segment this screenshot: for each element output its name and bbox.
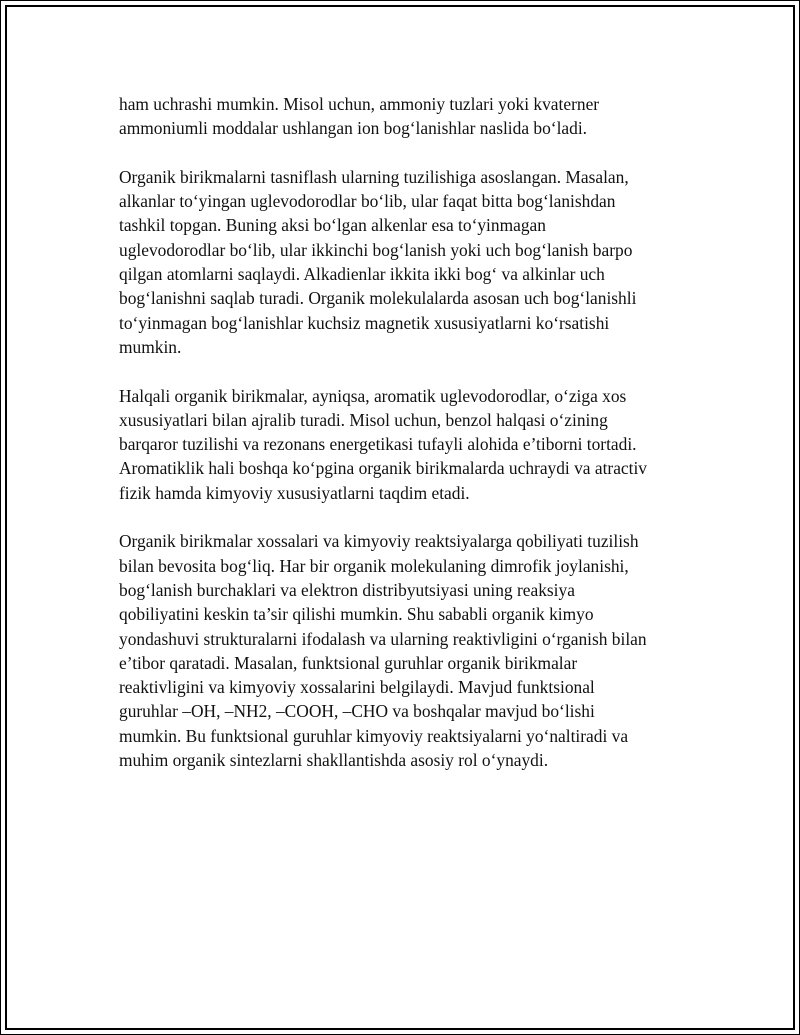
paragraph: Halqali organik birikmalar, ayniqsa, aromatik uglevodorodlar, o‘ziga xos xususiyatlari bilan ajralib turadi. Misol uchun, benzol halqasi o‘zining barqaror tuzilishi va rezonans energetikasi tufayli alohida e’tiborni tortadi. Aromatiklik hali boshqa ko‘pgina organik birikmalarda uchraydi va atractiv fizik hamda kimyoviy xususiyatlarni taqdim etadi. (119, 385, 648, 503)
paragraph: ham uchrashi mumkin. Misol uchun, ammoniy tuzlari yoki kvaterner ammoniumli moddalar ushlangan ion bog‘lanishlar naslida bo‘ladi. (119, 94, 600, 139)
document-body (119, 92, 689, 797)
paragraph: Organik birikmalarni tasniflash ularning tuzilishiga asoslangan. Masalan, alkanlar to‘yingan uglevodorodlar bo‘lib, ular faqat bitta bog‘lanishdan tashkil topgan. Buning aksi bo‘lgan alkenlar esa to‘yinmagan uglevodorodlar bo‘lib, ular ikkinchi bog‘lanish yoki uch bog‘lanish barpo qilgan atomlarni saqlaydi. Alkadienlar ikkita ikki bog‘ va alkinlar uch bog‘lanishni saqlab turadi. Organik molekulalarda asosan uch bog‘lanishli to‘yinmagan bog‘lanishlar kuchsiz magnetik xususiyatlarni ko‘rsatishi mumkin. (119, 166, 637, 357)
paragraph: Organik birikmalar xossalari va kimyoviy reaktsiyalarga qobiliyati tuzilish bilan bevosita bog‘liq. Har bir organik molekulaning dimrofik joylanishi, bog‘lanish burchaklari va elektron distribyutsiyasi uning reaksiya qobiliyatini keskin ta’sir qilishi mumkin. Shu sababli organik kimyo yondashuvi strukturalarni ifodalash va ularning reaktivligini o‘rganish bilan e’tibor qaratadi. Masalan, funktsional guruhlar organik birikmalar reaktivligini va kimyoviy xossalarini belgilaydi. Mavjud funktsional guruhlar –OH, –NH2, –COOH, –CHO va boshqalar mavjud bo‘lishi mumkin. Bu funktsional guruhlar kimyoviy reaktsiyalarni yo‘naltiradi va muhim organik sintezlarni shakllantishda asosiy rol o‘ynaydi. (119, 531, 647, 771)
